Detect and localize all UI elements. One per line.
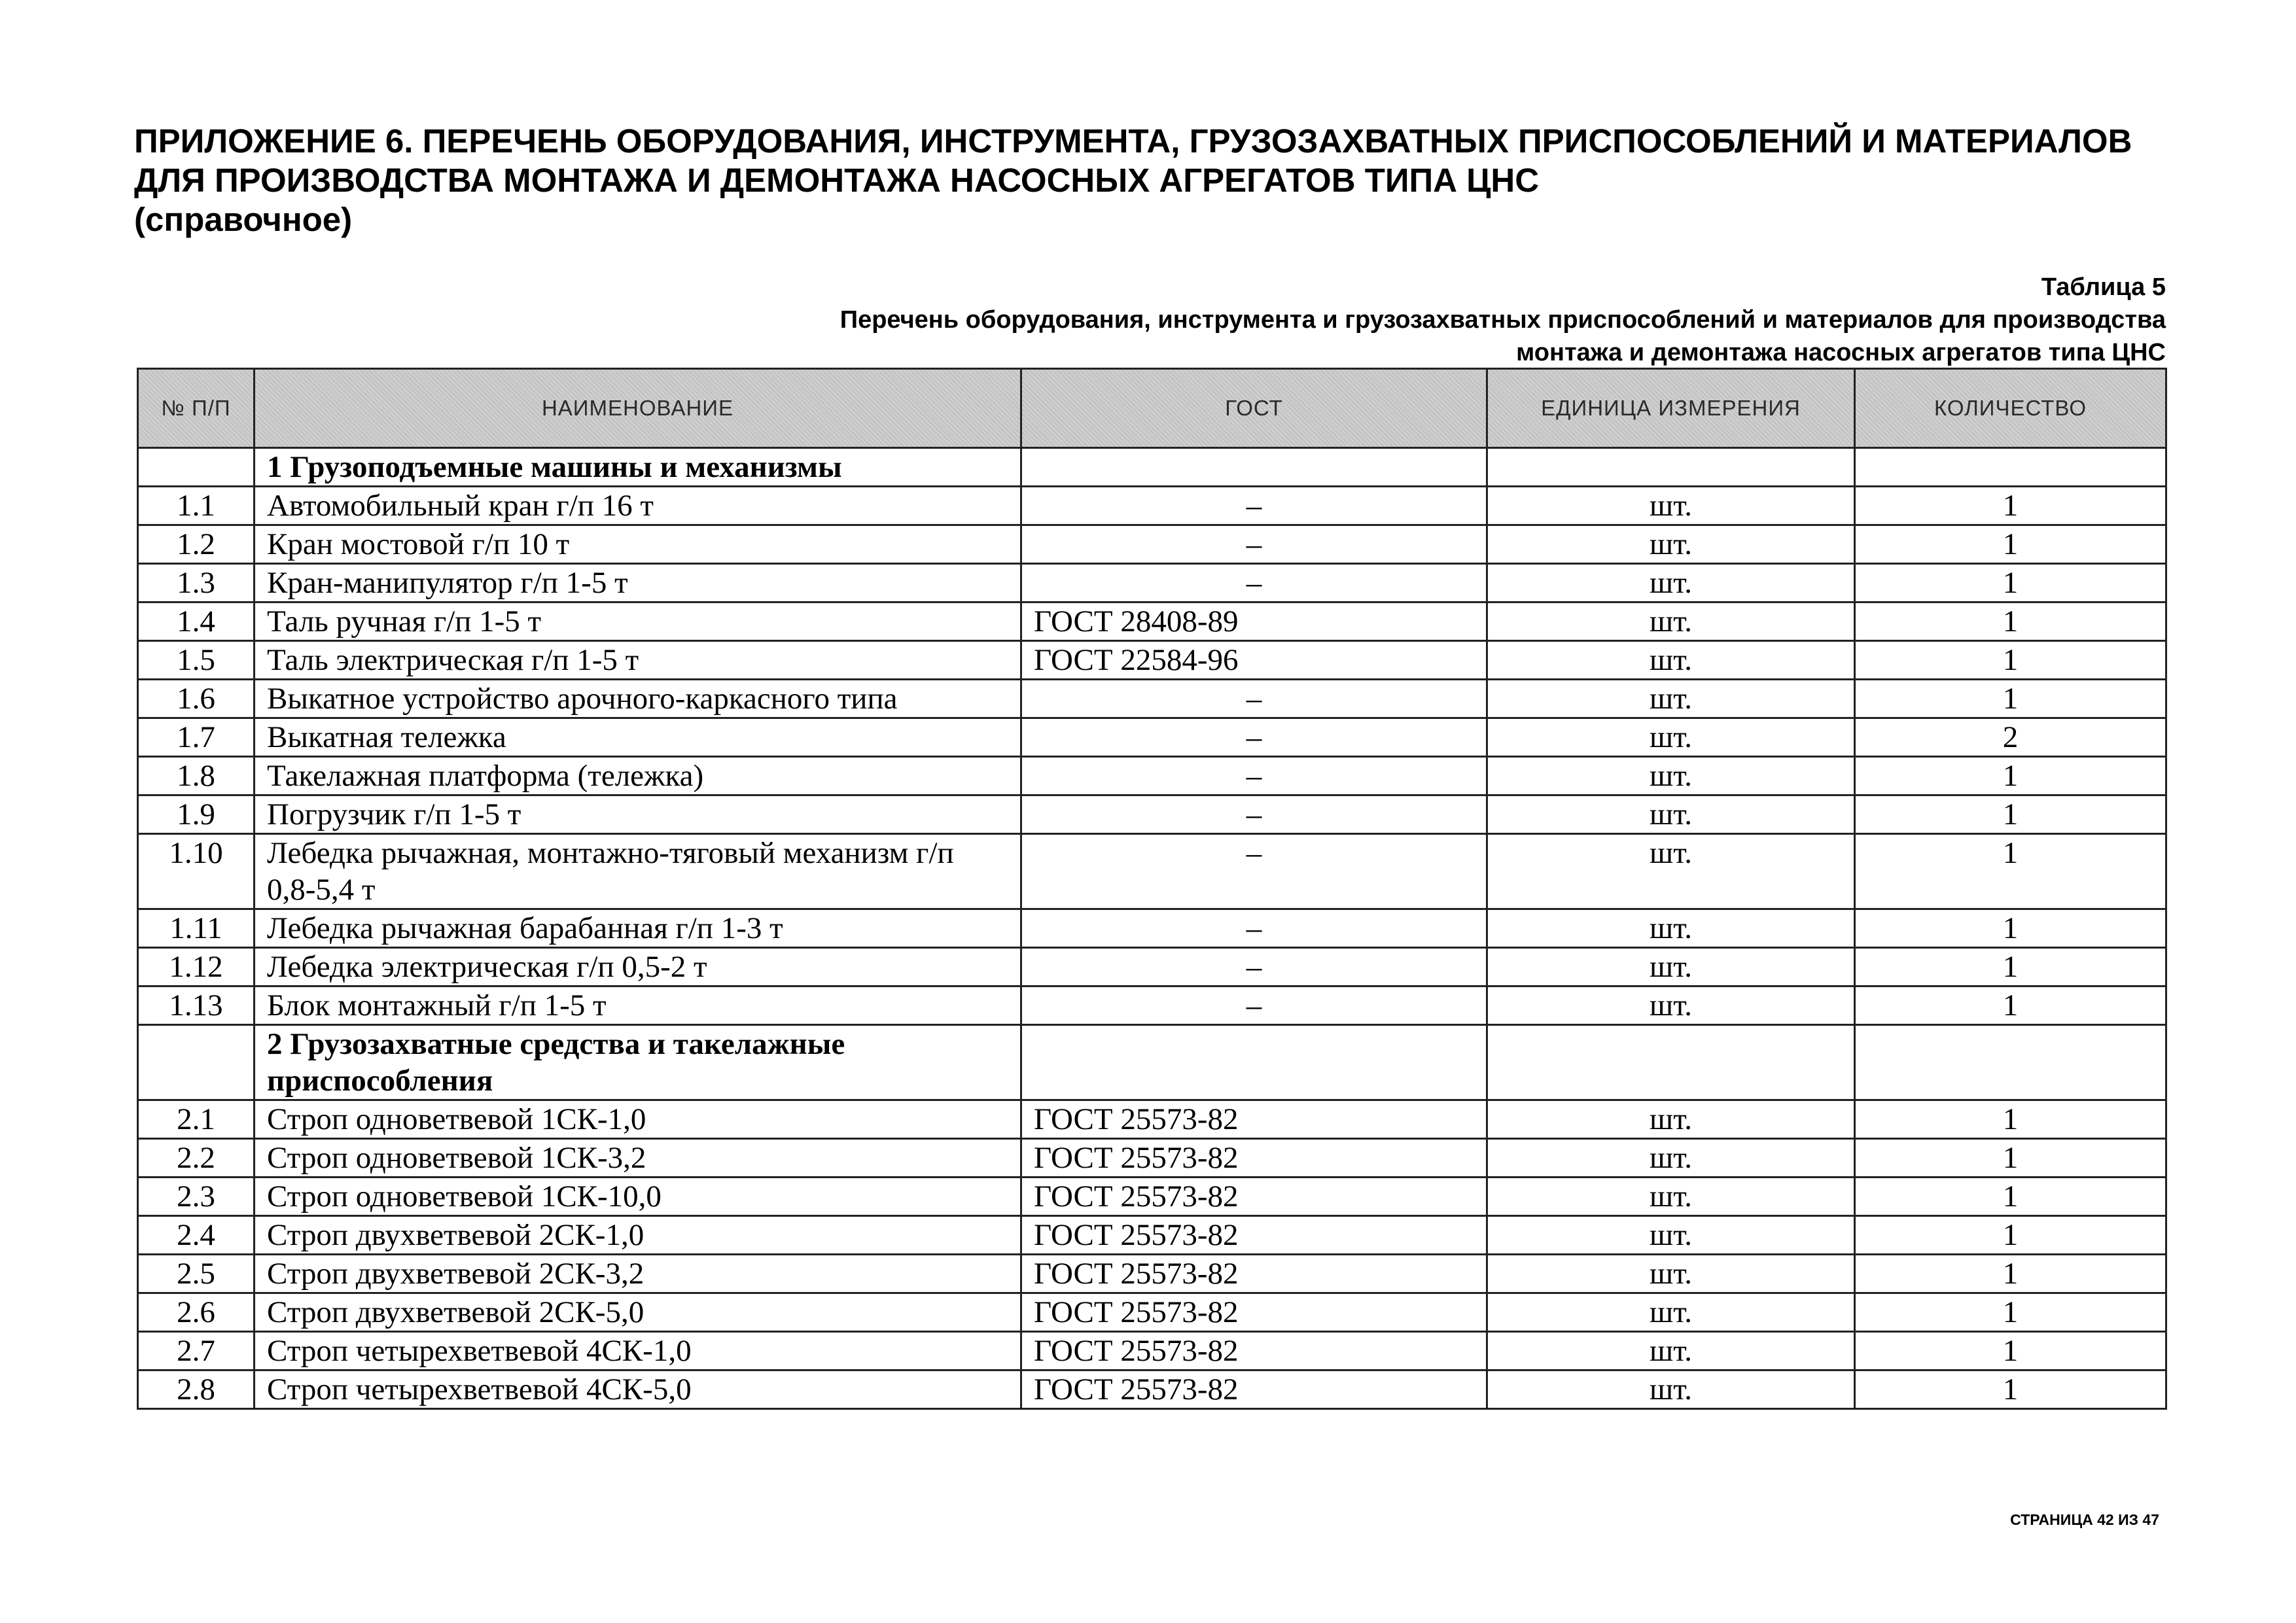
row-gost-cell: –	[1021, 834, 1487, 909]
row-quantity-cell: 1	[1855, 1255, 2166, 1293]
row-name-cell: Блок монтажный г/п 1-5 т	[255, 986, 1021, 1025]
table-row	[138, 680, 2166, 718]
row-quantity-cell: 1	[1855, 1216, 2166, 1255]
row-quantity-cell: 1	[1855, 602, 2166, 641]
row-gost-cell: –	[1021, 795, 1487, 834]
row-gost-cell: –	[1021, 757, 1487, 795]
row-unit-cell: шт.	[1487, 680, 1855, 718]
row-name-cell: Строп одноветвевой 1СК-1,0	[255, 1100, 1021, 1139]
row-name-cell: Строп двухветвевой 2СК-1,0	[255, 1216, 1021, 1255]
table-row	[138, 1216, 2166, 1255]
row-name-cell: Кран-манипулятор г/п 1-5 т	[255, 564, 1021, 602]
row-gost-cell: ГОСТ 22584-96	[1021, 641, 1487, 680]
row-gost-cell	[1021, 1025, 1487, 1100]
row-gost-cell: ГОСТ 25573-82	[1021, 1178, 1487, 1216]
row-gost-cell: ГОСТ 25573-82	[1021, 1293, 1487, 1332]
row-unit-cell: шт.	[1487, 641, 1855, 680]
row-name-cell: Таль электрическая г/п 1-5 т	[255, 641, 1021, 680]
row-quantity-cell	[1855, 1025, 2166, 1100]
row-gost-cell: ГОСТ 25573-82	[1021, 1332, 1487, 1370]
row-gost-cell: –	[1021, 718, 1487, 757]
row-quantity-cell: 1	[1855, 909, 2166, 948]
row-quantity-cell: 1	[1855, 795, 2166, 834]
row-quantity-cell: 1	[1855, 1100, 2166, 1139]
row-unit-cell: шт.	[1487, 1178, 1855, 1216]
row-unit-cell: шт.	[1487, 757, 1855, 795]
row-number-cell: 1.11	[138, 909, 255, 948]
row-gost-cell: ГОСТ 28408-89	[1021, 602, 1487, 641]
row-unit-cell: шт.	[1487, 1293, 1855, 1332]
row-quantity-cell: 1	[1855, 1139, 2166, 1178]
row-gost-cell	[1021, 448, 1487, 487]
row-quantity-cell: 1	[1855, 525, 2166, 564]
row-number-cell: 1.6	[138, 680, 255, 718]
table-label: Таблица 5	[2041, 273, 2166, 301]
row-name-cell: Строп двухветвевой 2СК-3,2	[255, 1255, 1021, 1293]
table-section-row	[138, 1025, 2166, 1100]
table-row	[138, 909, 2166, 948]
row-name-cell: Строп одноветвевой 1СК-3,2	[255, 1139, 1021, 1178]
page-number: СТРАНИЦА 42 ИЗ 47	[2010, 1511, 2159, 1528]
row-number-cell: 1.9	[138, 795, 255, 834]
row-number-cell: 2.4	[138, 1216, 255, 1255]
row-number-cell: 1.10	[138, 834, 255, 909]
table-row	[138, 1370, 2166, 1409]
table-row	[138, 487, 2166, 525]
header-quantity: КОЛИЧЕСТВО	[1855, 369, 2166, 448]
row-unit-cell: шт.	[1487, 1255, 1855, 1293]
equipment-table	[137, 368, 2167, 1410]
table-caption-line: монтажа и демонтажа насосных агрегатов типа ЦНС	[1516, 339, 2166, 366]
row-gost-cell: –	[1021, 564, 1487, 602]
row-name-cell: Погрузчик г/п 1-5 т	[255, 795, 1021, 834]
row-gost-cell: –	[1021, 525, 1487, 564]
table-row	[138, 641, 2166, 680]
header-name: НАИМЕНОВАНИЕ	[255, 369, 1021, 448]
row-unit-cell: шт.	[1487, 948, 1855, 986]
row-unit-cell	[1487, 1025, 1855, 1100]
table-row	[138, 834, 2166, 909]
row-quantity-cell: 1	[1855, 757, 2166, 795]
row-name-cell: Строп двухветвевой 2СК-5,0	[255, 1293, 1021, 1332]
row-number-cell: 2.1	[138, 1100, 255, 1139]
table-row	[138, 564, 2166, 602]
row-gost-cell: ГОСТ 25573-82	[1021, 1255, 1487, 1293]
row-name-cell: Выкатная тележка	[255, 718, 1021, 757]
row-number-cell: 1.7	[138, 718, 255, 757]
row-number-cell: 1.4	[138, 602, 255, 641]
row-gost-cell: ГОСТ 25573-82	[1021, 1370, 1487, 1409]
row-name-cell: Кран мостовой г/п 10 т	[255, 525, 1021, 564]
document-subtitle: (справочное)	[134, 201, 353, 238]
table-header-row	[138, 369, 2166, 448]
row-name-cell: Автомобильный кран г/п 16 т	[255, 487, 1021, 525]
row-unit-cell: шт.	[1487, 795, 1855, 834]
table-row	[138, 602, 2166, 641]
row-name-cell: Строп одноветвевой 1СК-10,0	[255, 1178, 1021, 1216]
row-quantity-cell: 2	[1855, 718, 2166, 757]
row-quantity-cell: 1	[1855, 487, 2166, 525]
table-row	[138, 1332, 2166, 1370]
row-number-cell: 2.3	[138, 1178, 255, 1216]
row-quantity-cell: 1	[1855, 834, 2166, 909]
table-row	[138, 986, 2166, 1025]
row-unit-cell: шт.	[1487, 1100, 1855, 1139]
row-unit-cell: шт.	[1487, 986, 1855, 1025]
row-number-cell: 2.8	[138, 1370, 255, 1409]
row-name-cell: Выкатное устройство арочного-каркасного типа	[255, 680, 1021, 718]
row-unit-cell: шт.	[1487, 909, 1855, 948]
row-number-cell	[138, 1025, 255, 1100]
table-row	[138, 718, 2166, 757]
row-unit-cell: шт.	[1487, 1139, 1855, 1178]
row-number-cell: 2.2	[138, 1139, 255, 1178]
header-unit: ЕДИНИЦА ИЗМЕРЕНИЯ	[1487, 369, 1855, 448]
table-row	[138, 1255, 2166, 1293]
table-row	[138, 1178, 2166, 1216]
header-number: № П/П	[138, 369, 255, 448]
row-unit-cell: шт.	[1487, 834, 1855, 909]
row-unit-cell: шт.	[1487, 602, 1855, 641]
row-name-cell: Строп четырехветвевой 4СК-1,0	[255, 1332, 1021, 1370]
row-number-cell: 2.7	[138, 1332, 255, 1370]
row-name-cell: Лебедка электрическая г/п 0,5-2 т	[255, 948, 1021, 986]
row-gost-cell: –	[1021, 680, 1487, 718]
table-section-row	[138, 448, 2166, 487]
row-gost-cell: ГОСТ 25573-82	[1021, 1216, 1487, 1255]
row-number-cell: 2.5	[138, 1255, 255, 1293]
table-row	[138, 948, 2166, 986]
row-quantity-cell: 1	[1855, 564, 2166, 602]
row-gost-cell: ГОСТ 25573-82	[1021, 1100, 1487, 1139]
row-number-cell	[138, 448, 255, 487]
table-row	[138, 525, 2166, 564]
row-quantity-cell: 1	[1855, 1370, 2166, 1409]
document-title-line: ДЛЯ ПРОИЗВОДСТВА МОНТАЖА И ДЕМОНТАЖА НАСОСНЫХ АГРЕГАТОВ ТИПА ЦНС	[134, 162, 1540, 199]
row-number-cell: 1.1	[138, 487, 255, 525]
table-header	[138, 369, 2166, 448]
row-unit-cell: шт.	[1487, 487, 1855, 525]
row-name-cell: Строп четырехветвевой 4СК-5,0	[255, 1370, 1021, 1409]
row-quantity-cell: 1	[1855, 641, 2166, 680]
row-quantity-cell: 1	[1855, 948, 2166, 986]
row-quantity-cell: 1	[1855, 1293, 2166, 1332]
row-quantity-cell	[1855, 448, 2166, 487]
row-number-cell: 1.8	[138, 757, 255, 795]
table-caption-line: Перечень оборудования, инструмента и грузозахватных приспособлений и материалов для производства	[839, 306, 2166, 334]
row-quantity-cell: 1	[1855, 1332, 2166, 1370]
row-number-cell: 1.5	[138, 641, 255, 680]
table-row	[138, 1139, 2166, 1178]
row-number-cell: 1.2	[138, 525, 255, 564]
row-number-cell: 1.12	[138, 948, 255, 986]
row-gost-cell: –	[1021, 986, 1487, 1025]
row-name-cell: Таль ручная г/п 1-5 т	[255, 602, 1021, 641]
row-unit-cell: шт.	[1487, 564, 1855, 602]
table-row	[138, 795, 2166, 834]
row-unit-cell: шт.	[1487, 1370, 1855, 1409]
row-gost-cell: –	[1021, 948, 1487, 986]
row-name-cell: Такелажная платформа (тележка)	[255, 757, 1021, 795]
table-row	[138, 1293, 2166, 1332]
row-number-cell: 1.3	[138, 564, 255, 602]
row-number-cell: 1.13	[138, 986, 255, 1025]
table-body	[138, 448, 2166, 1409]
row-unit-cell	[1487, 448, 1855, 487]
row-quantity-cell: 1	[1855, 1178, 2166, 1216]
row-quantity-cell: 1	[1855, 680, 2166, 718]
row-unit-cell: шт.	[1487, 718, 1855, 757]
row-name-cell: 1 Грузоподъемные машины и механизмы	[255, 448, 1021, 487]
row-name-cell: 2 Грузозахватные средства и такелажные приспособления	[255, 1025, 1021, 1100]
row-unit-cell: шт.	[1487, 525, 1855, 564]
table-row	[138, 1100, 2166, 1139]
row-gost-cell: –	[1021, 909, 1487, 948]
document-title	[134, 122, 2195, 239]
row-unit-cell: шт.	[1487, 1332, 1855, 1370]
row-quantity-cell: 1	[1855, 986, 2166, 1025]
row-gost-cell: –	[1021, 487, 1487, 525]
row-gost-cell: ГОСТ 25573-82	[1021, 1139, 1487, 1178]
table-row	[138, 757, 2166, 795]
header-gost: ГОСТ	[1021, 369, 1487, 448]
row-name-cell: Лебедка рычажная барабанная г/п 1-3 т	[255, 909, 1021, 948]
row-unit-cell: шт.	[1487, 1216, 1855, 1255]
row-name-cell: Лебедка рычажная, монтажно-тяговый механизм г/п 0,8-5,4 т	[255, 834, 1021, 909]
document-title-line: ПРИЛОЖЕНИЕ 6. ПЕРЕЧЕНЬ ОБОРУДОВАНИЯ, ИНСТРУМЕНТА, ГРУЗОЗАХВАТНЫХ ПРИСПОСОБЛЕНИЙ И МАТЕРИАЛОВ	[134, 122, 2132, 160]
row-number-cell: 2.6	[138, 1293, 255, 1332]
table-caption	[465, 271, 2166, 369]
